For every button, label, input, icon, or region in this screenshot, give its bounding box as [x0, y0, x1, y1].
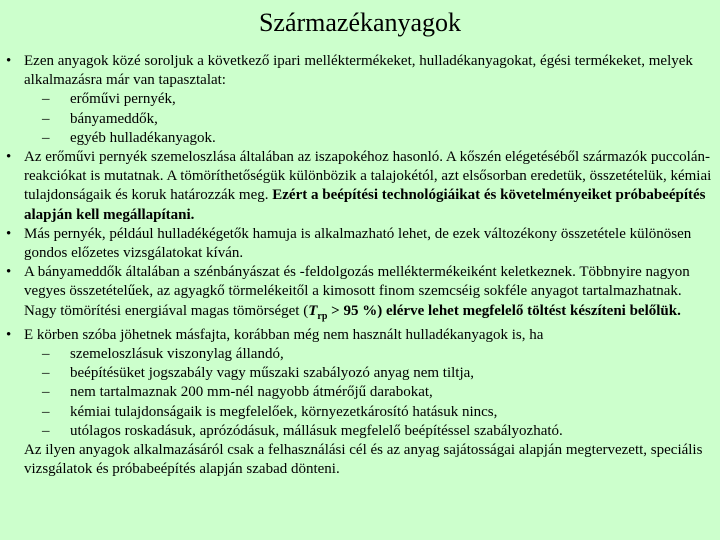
sub-item-text: kémiai tulajdonságaik is megfelelőek, környezetkárosító hatásuk nincs, — [70, 403, 498, 420]
formula-symbol: T — [308, 302, 318, 319]
sub-item — [6, 364, 712, 383]
bullet-marker: • — [6, 149, 12, 166]
bullet-3-text: Más pernyék, például hulladékégetők hamuja is alkalmazható lehet, de ezek változékony összetétele különösen gondos előzetes vizsgálatokat kíván. — [24, 225, 692, 262]
dash-marker: – — [42, 384, 50, 401]
bullet-marker: • — [6, 53, 12, 69]
bullet-5-text: E körben szóba jöhetnek másfajta, korábban még nem használt hulladékanyagok is, ha — [24, 326, 544, 343]
bullet-marker: • — [6, 264, 12, 281]
bullet-marker: • — [6, 326, 12, 343]
sub-item-text: szemeloszlásuk viszonylag állandó, — [70, 346, 284, 363]
sub-item — [6, 383, 712, 402]
bullet-4-text: A bányameddők általában a szénbányászat és -feldolgozás melléktermékeiként keletkeznek. Többnyire nagyon vegyes összetételűek, az agyagkő törmelékeitől a kimosott finom szemcséig sokféle anyagot tartalmazhatnak. Nagy tömörítési energiával magas tömörséget ( — [24, 264, 690, 319]
sub-item — [6, 403, 712, 422]
bullet-2-body — [24, 148, 712, 225]
slide-body — [6, 52, 712, 479]
dash-marker: – — [42, 91, 50, 108]
bullet-2-text: Az erőművi pernyék szemeloszlása általában az iszapokéhoz hasonló. A kőszén elégetéséből származók puccolán-reakciókat is mutatnak. A tömöríthetőségük különbözik a talajokétól, azt elsősorban eredetük, összetételük, kémiai tulajdonságaik és koruk határozzák meg. — [24, 149, 712, 204]
sub-item — [6, 345, 712, 364]
sub-item — [6, 90, 712, 109]
bullet-2 — [6, 148, 712, 225]
sub-item-text: bányameddők, — [70, 110, 158, 127]
bullet-4-body — [24, 263, 712, 326]
formula-value: > 95 %) — [327, 302, 383, 319]
bullet-4-end: elérve lehet megfelelő töltést készíteni belőlük. — [382, 302, 681, 319]
sub-item-text: erőművi pernyék, — [70, 91, 176, 108]
sub-item-text: beépítésüket jogszabály vagy műszaki szabályozó anyag nem tiltja, — [70, 365, 475, 382]
dash-marker: – — [42, 403, 50, 420]
closing-paragraph: Az ilyen anyagok alkalmazásáról csak a felhasználási cél és az anyag sajátosságai alapján megtervezett, speciális vizsgálatok és próbabeépítés alapján szabad dönteni. — [24, 442, 703, 478]
sub-item-text: utólagos roskadásuk, aprózódásuk, mállásuk megfelelő beépítéssel szabályozható. — [70, 422, 563, 439]
sub-item — [6, 110, 712, 129]
slide-title: Származékanyagok — [258, 8, 462, 37]
dash-marker: – — [42, 110, 50, 127]
sub-item — [6, 422, 712, 441]
dash-marker: – — [42, 346, 50, 363]
bullet-2-emphasis: Ezért a beépítési technológiáikat és követelményeiket próbabeépítés alapján kell megállapítani. — [24, 187, 706, 223]
dash-marker: – — [42, 129, 50, 146]
bullet-4 — [6, 263, 712, 326]
bullet-1-text: Ezen anyagok közé soroljuk a következő ipari melléktermékeket, hulladékanyagokat, égési termékeket, melyek alkalmazásra már van tapasztalat: — [24, 53, 693, 89]
dash-marker: – — [42, 365, 50, 382]
sub-item — [6, 129, 712, 148]
bullet-5 — [6, 326, 712, 345]
bullet-marker: • — [6, 225, 12, 242]
dash-marker: – — [42, 422, 50, 439]
formula-subscript: rp — [317, 310, 328, 322]
bullet-1 — [6, 52, 712, 90]
sub-item-text: egyéb hulladékanyagok. — [70, 129, 216, 146]
compaction-formula — [308, 302, 383, 322]
bullet-3 — [6, 225, 712, 263]
sub-item-text: nem tartalmaznak 200 mm-nél nagyobb átmérőjű darabokat, — [70, 384, 433, 401]
